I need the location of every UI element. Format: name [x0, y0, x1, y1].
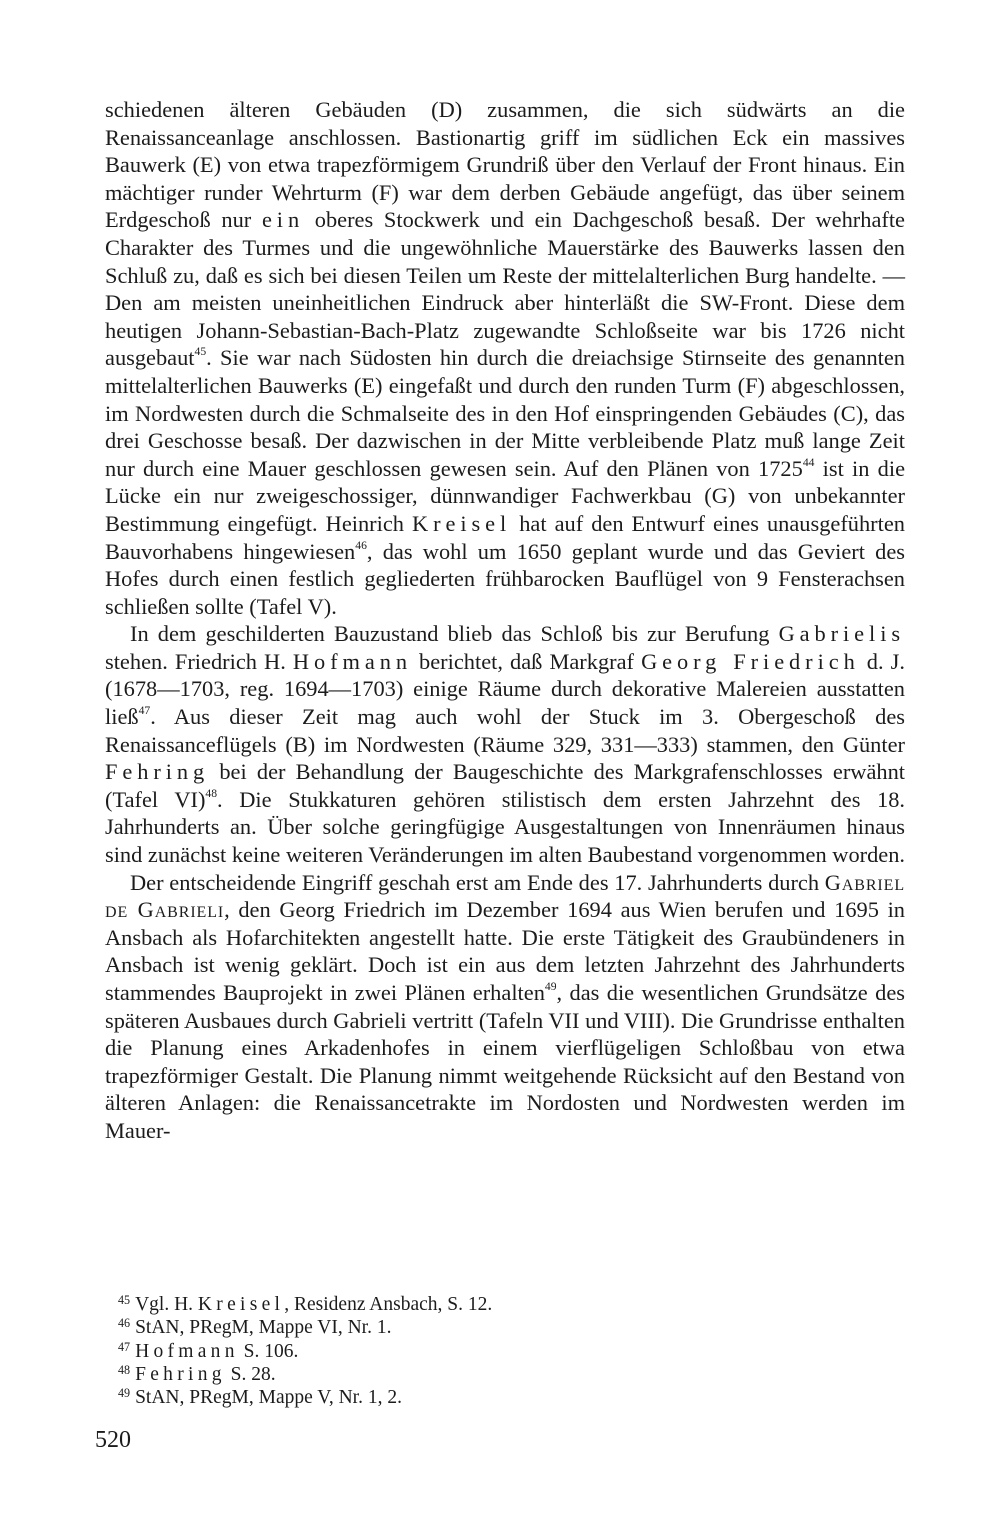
spaced-name: Hofmann [135, 1340, 239, 1362]
text-run: StAN, PRegM, Mappe V, Nr. 1, 2. [135, 1387, 402, 1409]
footnote-49: $^{49}$ StAN, PRegM, Mappe V, Nr. 1, 2. [118, 1386, 402, 1409]
text-run: S. 106. [238, 1340, 299, 1362]
text-run: Der entscheidende Eingriff geschah erst am Ende des 17. Jahrhunderts durch [130, 869, 825, 895]
footnote-47: $^{47}$ Hofmann S. 106. [118, 1339, 299, 1362]
text-run: , den Georg Friedrich im Dezember 1694 aus Wien berufen und 1695 in Ansbach als Hofarchitekten angestellt hatte. Die erste Tätigkeit des Graubündeners in Ansbach ist wenig geklärt. Doch ist ein aus dem letzten Jahrzehnt des Jahrhunderts stammendes Bauprojekt in zwei Plänen erhalten [105, 897, 905, 1005]
footnote-ref: 47 [138, 704, 151, 718]
text-run: schiedenen älteren Gebäuden (D) zusammen, die sich südwärts an die Renaissanceanlage anschlossen. Bastionartig griff im südlichen Eck ein massives Bauwerk (E) von etwa trapezförmigem Grundriß über den Verlauf der Front hinaus. Ein mächtiger runder Wehrturm (F) war dem derben Gebäude angefügt, das über seinem Erdgeschoß nur [105, 97, 905, 233]
spaced-name: Kreisel [197, 1294, 285, 1315]
text-run: . Aus dieser Zeit mag auch wohl der Stuck im 3. Obergeschoß des Renaissanceflügels (B) im Nordwesten (Räume 329, 331—333) stammen, den Günter [105, 704, 905, 757]
text-run: , das wohl um 1650 geplant wurde und das Geviert des Hofes durch einen festlich gegliederten frühbarocken Bauflügel von 9 Fensterachsen schließen sollte (Tafel V). [105, 538, 906, 619]
footnote-ref: 44 [802, 455, 815, 469]
footnote-ref: 46 [355, 538, 367, 552]
spaced-name: Gabrielis [778, 621, 905, 647]
footnote-46: $^{46}$ StAN, PRegM, Mappe VI, Nr. 1. [118, 1316, 392, 1339]
text-run: d. J. (1678—1703, reg. 1694—1703) einige Räume durch dekorative Malereien ausstatten ließ [105, 648, 905, 730]
spaced-name: Fehring [135, 1363, 226, 1385]
text-run: Vgl. H. [135, 1294, 198, 1315]
text-run: berichtet, daß Markgraf [411, 648, 642, 674]
paragraph-1 [105, 96, 905, 620]
text-run: ist in die Lücke ein nur zweigeschossiger, dünnwandiger Fachwerkbau (G) von unbekannter Bestimmung eingefügt. Heinrich [105, 455, 906, 536]
spaced-name: ein [261, 207, 305, 233]
spaced-name: Kreisel [412, 510, 512, 536]
footnote-ref: 48 [205, 786, 218, 800]
spaced-name: Hofmann [292, 648, 412, 674]
footnote-48: $^{48}$ Fehring S. 28. [118, 1362, 276, 1385]
text-run: , Residenz Ansbach, S. 12. [284, 1294, 493, 1315]
text-run: . Sie war nach Südosten hin durch die dreiachsige Stirnseite des genannten mittelalterlichen Bauwerks (E) eingefaßt und durch den runden Turm (F) abgeschlossen, im Nordwesten durch die Schmalseite des in den Hof einspringenden Gebäudes (C), das drei Geschosse besaß. Der dazwischen in der Mitte verbleibende Platz muß lange Zeit nur durch eine Mauer geschlossen gewesen sein. Auf den Plänen von 1725 [105, 345, 905, 481]
text-run: oberes Stockwerk und ein Dachgeschoß besaß. Der wehrhafte Charakter des Turmes und die ungewöhnliche Mauerstärke des Bauwerks lassen den Schluß zu, daß es sich bei diesen Teilen um Reste der mittelalterlichen Burg handelte. — Den am meisten uneinheitlichen Eindruck aber hinterläßt die SW-Front. Diese dem heutigen Johann-Sebastian-Bach-Platz zugewandte Schloßseite war bis 1726 nicht ausgebaut [105, 207, 905, 371]
paragraph-2 [105, 620, 905, 868]
spaced-name: Fehring [105, 759, 210, 785]
text-run: StAN, PRegM, Mappe VI, Nr. 1. [135, 1317, 392, 1339]
footnote-ref: 49 [544, 980, 557, 994]
body-text [105, 96, 905, 1145]
spaced-name: Georg Friedrich [641, 648, 860, 674]
text-run: stehen. Friedrich H. [105, 648, 293, 674]
small-caps-name: Gabriel de Gabrieli [105, 869, 905, 923]
text-run: , das die wesentlichen Grundsätze des späteren Ausbaues durch Gabrieli vertritt (Tafeln VII und VIII). Die Grundrisse enthalten die Planung eines Arkadenhofes in einem vierflügeligen Schloßbau von etwa trapezförmiger Gestalt. Die Planung nimmt weitgehende Rücksicht auf den Bestand von älteren Anlagen: die Renaissancetrakte im Nordosten und Nordwesten werden im Mauer- [105, 980, 905, 1143]
text-run: hat auf den Entwurf eines unausgeführten Bauvorhabens hingewiesen [105, 510, 905, 564]
paragraph-3 [105, 869, 905, 1145]
text-run: S. 28. [225, 1363, 276, 1385]
page-number: 520 [95, 1427, 131, 1453]
text-run: bei der Behandlung der Baugeschichte des Markgrafenschlosses erwähnt (Tafel VI) [105, 759, 905, 812]
text-run: In dem geschilderten Bauzustand blieb das Schloß bis zur Berufung [130, 621, 779, 647]
text-run: . Die Stukkaturen gehören stilistisch dem ersten Jahrzehnt des 18. Jahrhunderts an. Über solche geringfügige Ausgestaltungen von Innenräumen hinaus sind zunächst keine weiteren Veränderungen im alten Baubestand vorgenommen worden. [105, 786, 906, 868]
footnote-45: $^{45}$ Vgl. H. Kreisel, Residenz Ansbach, S. 12. [118, 1292, 493, 1315]
footnote-ref: 45 [194, 345, 207, 359]
footnotes [118, 1293, 898, 1409]
